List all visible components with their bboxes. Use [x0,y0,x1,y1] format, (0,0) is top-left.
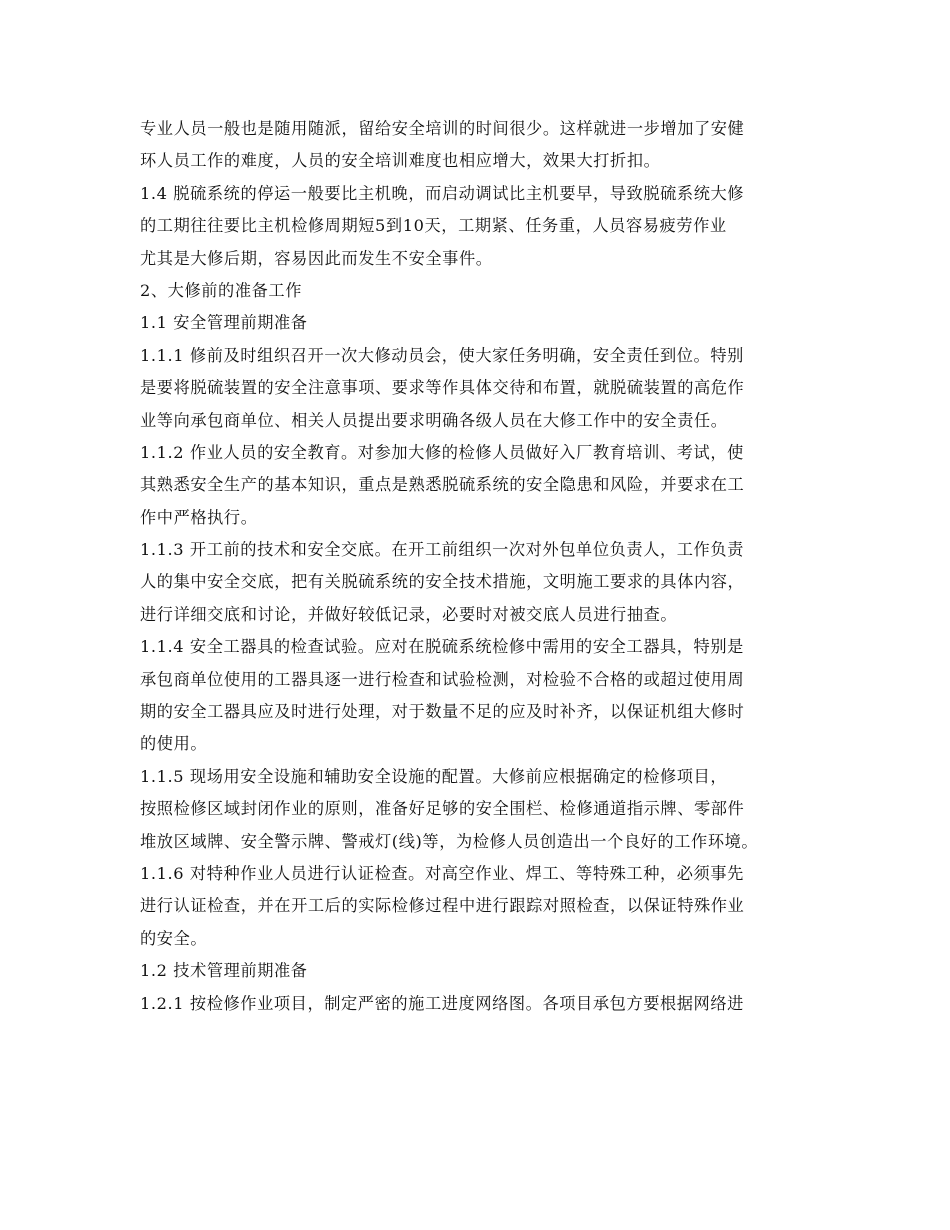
text-line: 堆放区域牌、安全警示牌、警戒灯(线)等，为检修人员创造出一个良好的工作环境。 [140,831,759,851]
text-line: 1.1.6 对特种作业人员进行认证检查。对高空作业、焊工、等特殊工种，必须事先 [140,863,744,883]
text-line: 期的安全工器具应及时进行处理，对于数量不足的应及时补齐，以保证机组大修时 [140,702,745,722]
text-line: 环人员工作的难度，人员的安全培训难度也相应增大，效果大打折扣。 [140,151,661,171]
text-line: 1.4 脱硫系统的停运一般要比主机晚，而启动调试比主机要早，导致脱硫系统大修 [140,183,745,203]
text-line: 承包商单位使用的工器具逐一进行检查和试验检测，对检验不合格的或超过使用周 [140,669,745,689]
text-line: 1.1.2 作业人员的安全教育。对参加大修的检修人员做好入厂教育培训、考试，使 [140,442,744,462]
text-line: 1.1.4 安全工器具的检查试验。应对在脱硫系统检修中需用的安全工器具，特别是 [140,637,744,657]
text-line: 1.2.1 按检修作业项目，制定严密的施工进度网络图。各项目承包方要根据网络进 [140,993,744,1013]
text-line: 尤其是大修后期，容易因此而发生不安全事件。 [140,248,493,268]
subsection-heading: 1.1 安全管理前期准备 [140,313,308,333]
text-line: 1.1.1 修前及时组织召开一次大修动员会，使大家任务明确，安全责任到位。特别 [140,345,744,365]
text-line: 1.1.5 现场用安全设施和辅助安全设施的配置。大修前应根据确定的检修项目， [140,766,728,786]
text-line: 业等向承包商单位、相关人员提出要求明确各级人员在大修工作中的安全责任。 [140,410,728,430]
text-line: 进行认证检查，并在开工后的实际检修过程中进行跟踪对照检查，以保证特殊作业 [140,896,745,916]
text-line: 进行详细交底和讨论，并做好较低记录，必要时对被交底人员进行抽查。 [140,604,678,624]
text-line: 的安全。 [140,928,208,948]
text-line: 专业人员一般也是随用随派，留给安全培训的时间很少。这样就进一步增加了安健 [140,119,745,138]
text-line: 的使用。 [140,734,208,754]
text-line: 按照检修区域封闭作业的原则，准备好足够的安全围栏、检修通道指示牌、零部件 [140,799,745,819]
text-line: 人的集中安全交底，把有关脱硫系统的安全技术措施，文明施工要求的具体内容， [140,572,745,592]
text-line: 其熟悉安全生产的基本知识，重点是熟悉脱硫系统的安全隐患和风险，并要求在工 [140,475,745,495]
text-line: 作中严格执行。 [140,507,258,527]
text-line: 的工期往往要比主机检修周期短5到10天，工期紧、任务重，人员容易疲劳作业 [140,216,727,236]
text-line: 是要将脱硫装置的安全注意事项、要求等作具体交待和布置，就脱硫装置的高危作 [140,378,745,398]
subsection-heading: 1.2 技术管理前期准备 [140,961,308,981]
document-body [140,113,820,1020]
text-line: 1.1.3 开工前的技术和安全交底。在开工前组织一次对外包单位负责人，工作负责 [140,540,744,560]
section-heading: 2、大修前的准备工作 [140,280,302,300]
